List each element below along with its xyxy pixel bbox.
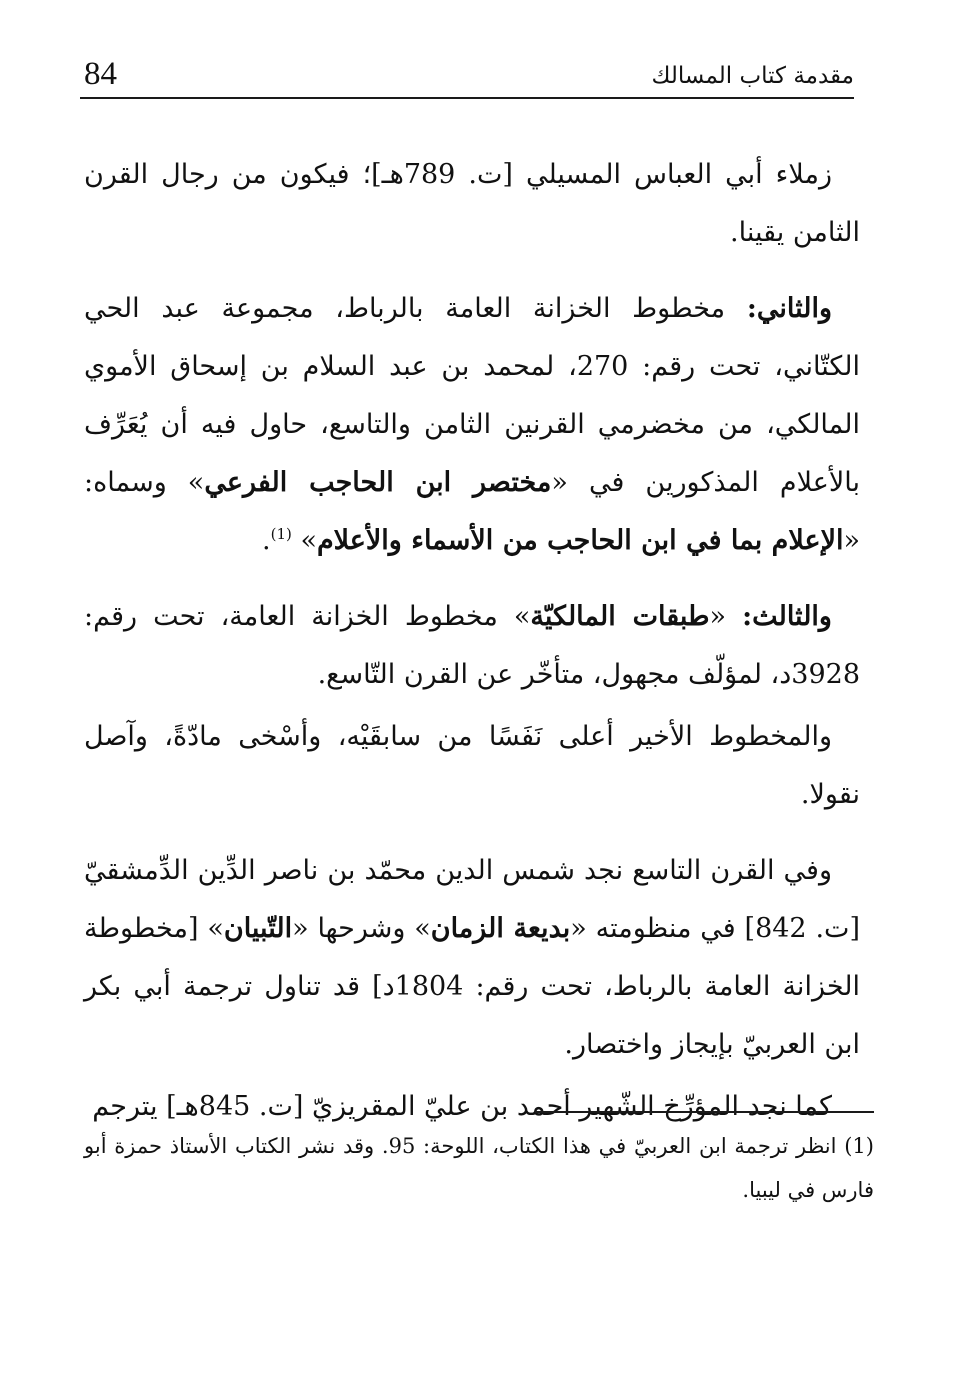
- paragraph-5-text-1: وفي القرن التاسع نجد شمس الدين محمّد بن ناصر الدِّين الدِّمشقيّ [ت. 842] في منظومته «: [84, 855, 860, 944]
- paragraph-2-text-3: »: [300, 525, 317, 556]
- paragraph-3: [84, 588, 860, 704]
- paragraph-4: والمخطوط الأخير أعلى نَفَسًا من سابقَيْه، وأسْخى مادّةً، وآصل نقولا.: [84, 721, 860, 810]
- paragraph-5-text-3: » [مخطوطة الخزانة العامة بالرباط، تحت رقم: 1804د] قد تناول ترجمة أبي بكر ابن العربيّ بإيجاز واختصار.: [84, 913, 861, 1060]
- paragraph-2-lead: والثاني:: [746, 293, 832, 324]
- header-rule: [80, 97, 854, 99]
- paragraph-1: زملاء أبي العباس المسيلي [ت. 789هـ]؛ فيكون من رجال القرن الثامن يقينا.: [84, 159, 860, 248]
- footnote-rule: [535, 1111, 874, 1113]
- paragraph-5-text-2: » وشرحها «: [292, 913, 431, 944]
- book-title-mukhtasar: مختصر ابن الحاجب الفرعي: [204, 467, 552, 498]
- book-title-tibyan: التّبيان: [223, 913, 293, 944]
- page-number: 84: [84, 56, 117, 92]
- book-title-tabaqat: طبقات المالكيّة: [530, 601, 710, 632]
- body-text: [84, 146, 860, 1136]
- paragraph-6: كما نجد المؤرِّخ الشّهير أحمد بن عليّ المقريزيّ [ت. 845هـ] يترجم: [92, 1091, 832, 1122]
- paragraph-5: [84, 842, 860, 1074]
- footnote: (1) انظر ترجمة ابن العربيّ في هذا الكتاب، اللوحة: 95. وقد نشر الكتاب الأستاذ حمزة أبو فارس في ليبيا.: [84, 1134, 874, 1202]
- book-title-ilam: الإعلام بما في ابن الحاجب من الأسماء والأعلام: [316, 525, 844, 556]
- paragraph-3-lead: والثالث:: [742, 601, 832, 632]
- paragraph-2-text-1: مخطوط الخزانة العامة بالرباط، مجموعة عبد الحي الكتّاني، تحت رقم: 270، لمحمد بن عبد السلام بن إسحاق الأموي المالكي، من مخضرمي القرنين الثامن والتاسع، حاول فيه أن يُعَرِّف بالأعلام المذكورين في «: [84, 293, 860, 498]
- page-header: [84, 52, 854, 98]
- running-title: مقدمة كتاب المسالك: [651, 63, 854, 89]
- paragraph-2: [84, 280, 860, 570]
- paragraph-3-text-2: » مخطوط الخزانة العامة، تحت رقم: 3928د، لمؤلّف مجهول، متأخّر عن القرن التّاسع.: [84, 601, 860, 690]
- paragraph-2-end: .: [261, 525, 271, 556]
- footnote-reference: (1): [270, 525, 292, 543]
- book-title-badia: بديعة الزمان: [430, 913, 571, 944]
- paragraph-2-text-2: » وسماه: «: [84, 467, 860, 556]
- paragraph-3-text-1: «: [709, 601, 743, 632]
